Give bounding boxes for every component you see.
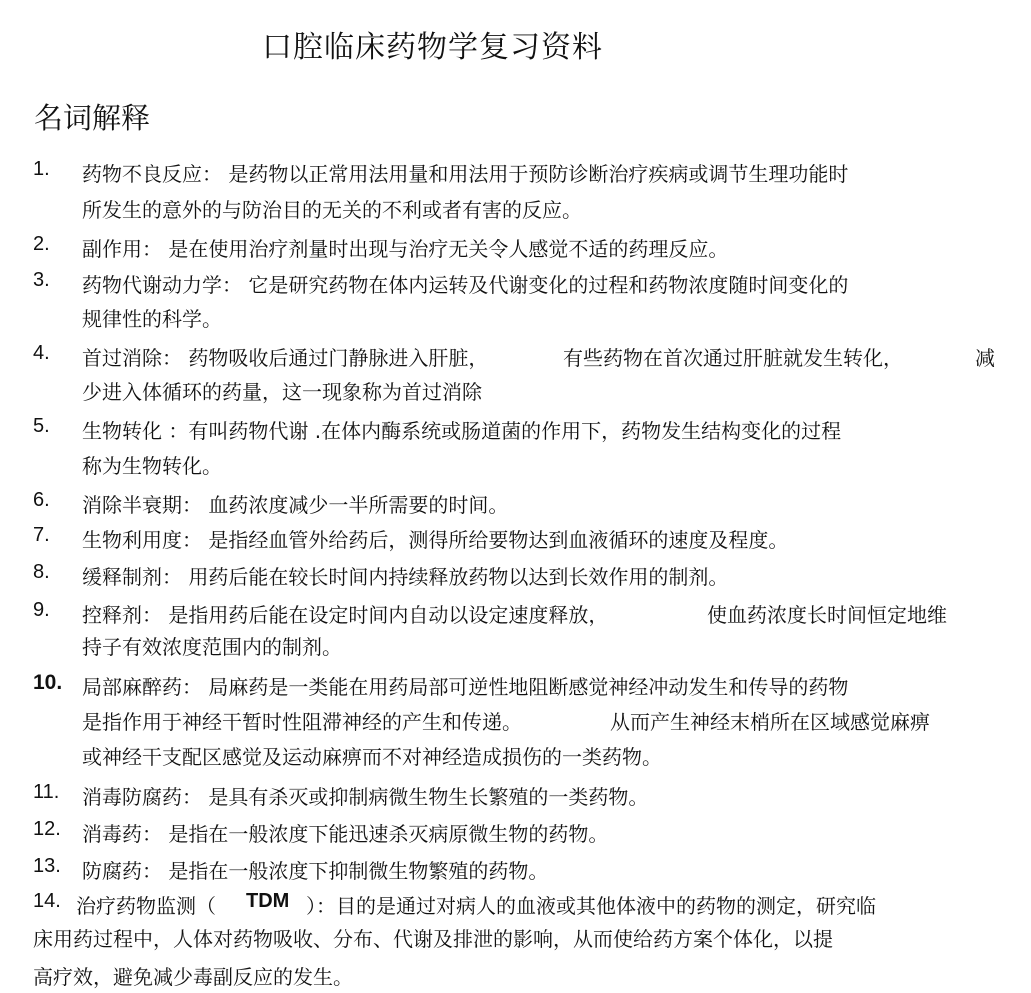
item-text-cont: 从而产生神经末梢所在区域感觉麻痹 bbox=[610, 710, 930, 734]
item-text: 药物不良反应： 是药物以正常用法用量和用法用于预防诊断治疗疾病或调节生理功能时 bbox=[82, 162, 849, 186]
section-heading: 名词解释 bbox=[34, 101, 151, 135]
item-number: 1. bbox=[33, 158, 50, 180]
item-text-cont: 床用药过程中，人体对药物吸收、分布、代谢及排泄的影响，从而使给药方案个体化，以提 bbox=[33, 927, 833, 951]
item-number: 4. bbox=[33, 342, 50, 364]
item-text: 生物利用度： 是指经血管外给药后，测得所给要物达到血液循环的速度及程度。 bbox=[82, 528, 789, 552]
item-text: 减 bbox=[975, 346, 995, 370]
item-text-cont: 高疗效，避免减少毒副反应的发生。 bbox=[33, 965, 353, 989]
item-text: 消毒防腐药： 是具有杀灭或抑制病微生物生长繁殖的一类药物。 bbox=[82, 785, 649, 809]
item-number: 13. bbox=[33, 855, 61, 877]
item-text: 治疗药物监测（ bbox=[76, 894, 216, 918]
item-text-cont: 所发生的意外的与防治目的无关的不利或者有害的反应。 bbox=[82, 198, 582, 222]
item-text: 有些药物在首次通过肝脏就发生转化， bbox=[563, 346, 903, 370]
item-text: 消除半衰期： 血药浓度减少一半所需要的时间。 bbox=[82, 493, 509, 517]
item-number: 12. bbox=[33, 818, 61, 840]
item-number: 10. bbox=[33, 671, 63, 694]
item-text: 消毒药： 是指在一般浓度下能迅速杀灭病原微生物的药物。 bbox=[82, 822, 609, 846]
item-text-cont: 规律性的科学。 bbox=[82, 307, 222, 331]
item-text: 首过消除： 药物吸收后通过门静脉进入肝脏， bbox=[82, 346, 489, 370]
item-number: 11. bbox=[33, 781, 60, 803]
item-text-cont: 是指作用于神经干暂时性阻滞神经的产生和传递。 bbox=[82, 710, 522, 734]
item-number: 3. bbox=[33, 269, 50, 291]
item-text-cont: 持子有效浓度范围内的制剂。 bbox=[82, 635, 342, 659]
item-text-cont: 或神经干支配区感觉及运动麻痹而不对神经造成损伤的一类药物。 bbox=[82, 745, 662, 769]
item-number: 9. bbox=[33, 599, 50, 621]
document-title: 口腔临床药物学复习资料 bbox=[262, 30, 603, 65]
item-text: 药物代谢动力学： 它是研究药物在体内运转及代谢变化的过程和药物浓度随时间变化的 bbox=[82, 273, 849, 297]
item-text: 副作用： 是在使用治疗剂量时出现与治疗无关令人感觉不适的药理反应。 bbox=[82, 237, 729, 261]
item-number: 8. bbox=[33, 561, 50, 583]
item-term-abbr: TDM bbox=[246, 890, 290, 912]
item-text: 使血药浓度长时间恒定地维 bbox=[707, 603, 947, 627]
item-text-cont: 称为生物转化。 bbox=[82, 454, 222, 478]
item-number: 14. bbox=[33, 890, 61, 912]
item-text: 缓释制剂： 用药后能在较长时间内持续释放药物以达到长效作用的制剂。 bbox=[82, 565, 729, 589]
item-number: 6. bbox=[33, 489, 50, 511]
item-number: 5. bbox=[33, 415, 50, 437]
item-number: 7. bbox=[33, 524, 50, 546]
item-text: 控释剂： 是指用药后能在设定时间内自动以设定速度释放， bbox=[82, 603, 609, 627]
item-text: 局部麻醉药： 局麻药是一类能在用药局部可逆性地阻断感觉神经冲动发生和传导的药物 bbox=[82, 675, 849, 699]
item-number: 2. bbox=[33, 233, 50, 255]
item-text: ）：目的是通过对病人的血液或其他体液中的药物的测定，研究临 bbox=[306, 894, 876, 918]
item-text-cont: 少进入体循环的药量，这一现象称为首过消除 bbox=[82, 380, 482, 404]
item-text: 防腐药： 是指在一般浓度下抑制微生物繁殖的药物。 bbox=[82, 859, 549, 883]
item-text: 生物转化 ：有叫药物代谢 .在体内酶系统或肠道菌的作用下，药物发生结构变化的过程 bbox=[82, 419, 842, 443]
